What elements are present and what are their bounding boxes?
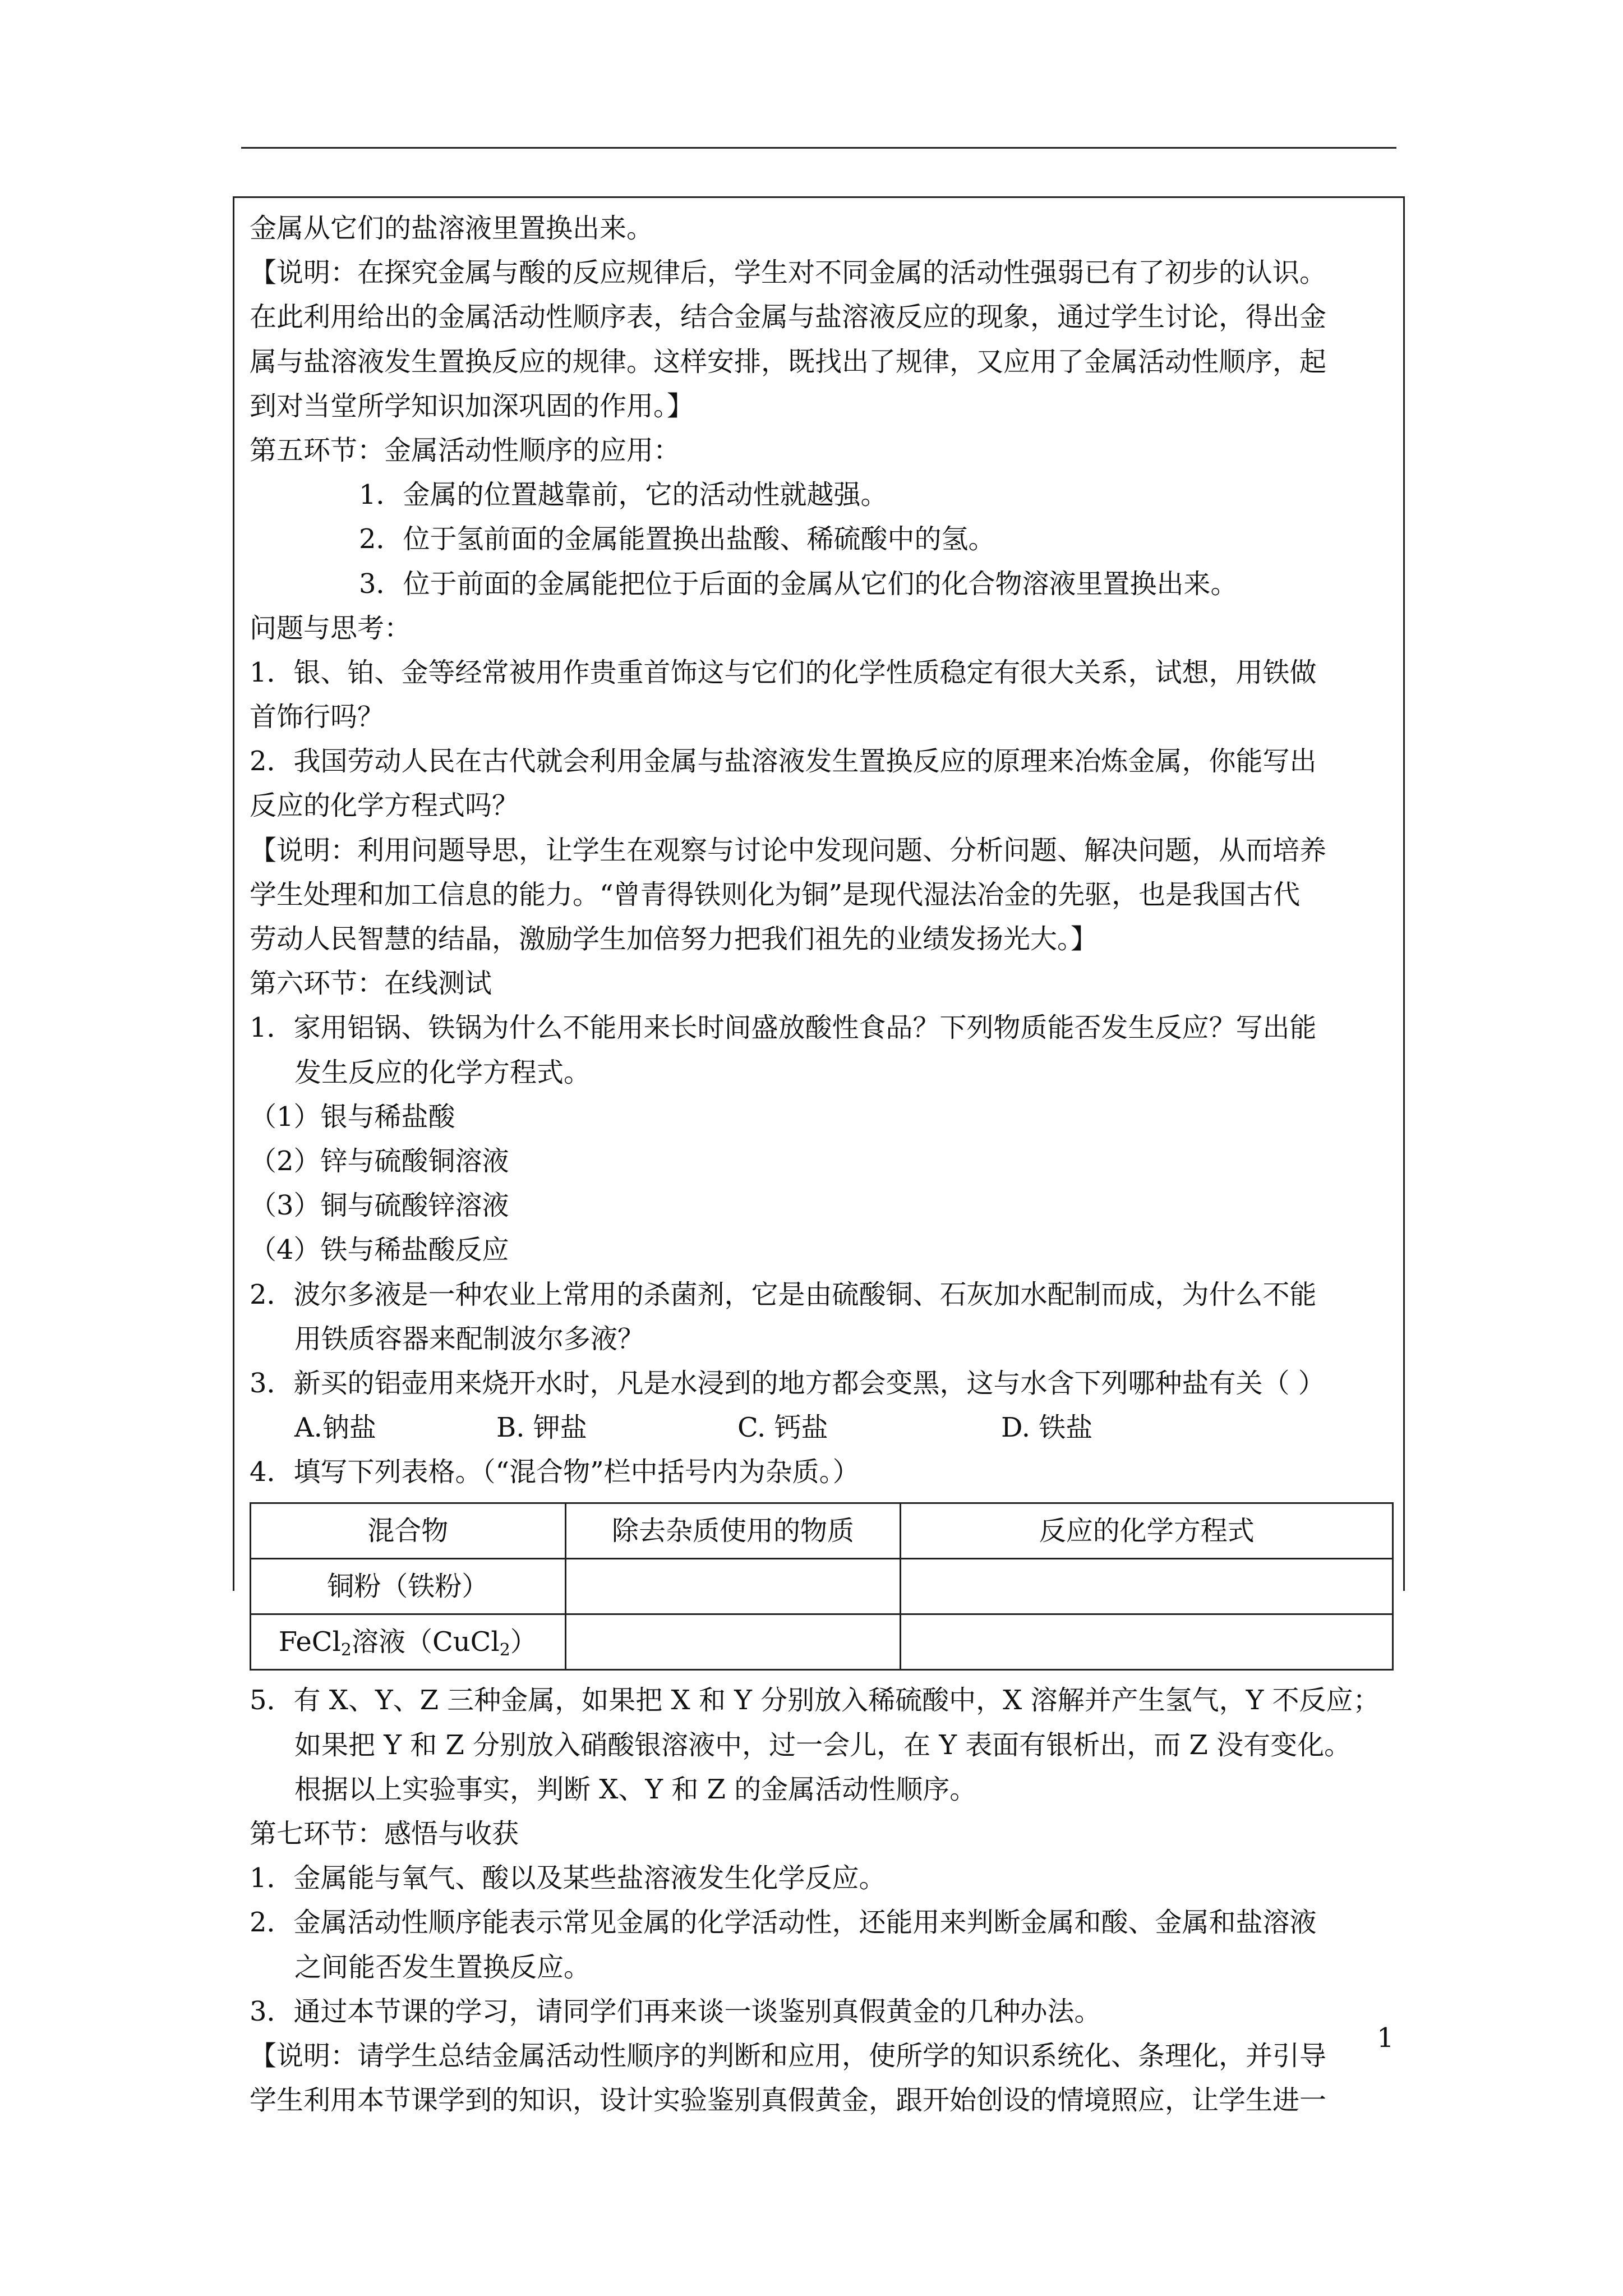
note-line: 【说明：利用问题导思，让学生在观察与讨论中发现问题、分析问题、解决问题，从而培养	[250, 834, 1327, 866]
option-d: D. 铁盐	[1001, 1412, 1093, 1444]
section-heading-5: 第五环节：金属活动性顺序的应用：	[250, 434, 681, 466]
test-question-3: 3．新买的铝壶用来烧开水时，凡是水浸到的地方都会变黑，这与水含下列哪种盐有关（ ）	[250, 1367, 1325, 1399]
table-header: 混合物	[251, 1503, 566, 1559]
application-item: 3．位于前面的金属能把位于后面的金属从它们的化合物溶液里置换出来。	[359, 568, 1238, 600]
application-item: 2．位于氢前面的金属能置换出盐酸、稀硫酸中的氢。	[359, 523, 995, 555]
question-line: 反应的化学方程式吗？	[250, 790, 519, 822]
sub-item: （4）铁与稀盐酸反应	[250, 1234, 509, 1266]
summary-item-cont: 之间能否发生置换反应。	[294, 1951, 591, 1983]
questions-heading: 问题与思考：	[250, 612, 412, 644]
option-a: A.钠盐	[294, 1412, 376, 1444]
section-heading-6: 第六环节：在线测试	[250, 968, 492, 1000]
document-body	[250, 206, 1394, 2123]
table-row	[251, 1559, 1393, 1614]
test-question-2: 2．波尔多液是一种农业上常用的杀菌剂，它是由硫酸铜、石灰加水配制而成，为什么不能	[250, 1278, 1317, 1310]
sub-item: （2）锌与硫酸铜溶液	[250, 1145, 509, 1177]
table-header: 除去杂质使用的物质	[565, 1503, 901, 1559]
mixture-cell	[251, 1614, 566, 1670]
answer-cell[interactable]	[901, 1559, 1393, 1614]
text-line: 金属从它们的盐溶液里置换出来。	[250, 213, 654, 244]
test-question-5: 5．有 X、Y、Z 三种金属，如果把 X 和 Y 分别放入稀硫酸中，X 溶解并产生氢气，Y 不反应；	[250, 1685, 1380, 1717]
formula-part: FeCl	[278, 1626, 341, 1658]
note-line: 【说明：请学生总结金属活动性顺序的判断和应用，使所学的知识系统化、条理化，并引导	[250, 2040, 1327, 2072]
formula-subscript: 2	[340, 1640, 352, 1660]
formula-part: 溶液（CuCl	[351, 1626, 500, 1658]
test-question-2-cont: 用铁质容器来配制波尔多液？	[294, 1323, 645, 1355]
application-item: 1．金属的位置越靠前，它的活动性就越强。	[359, 479, 888, 511]
test-question-1-cont: 发生反应的化学方程式。	[294, 1056, 591, 1088]
sub-item: （3）铜与硫酸锌溶液	[250, 1190, 509, 1222]
page-number: 1	[1377, 2022, 1394, 2054]
options-row	[250, 1406, 1394, 1450]
summary-item: 3．通过本节课的学习，请同学们再来谈一谈鉴别真假黄金的几种办法。	[250, 1995, 1101, 2027]
test-question-5-cont: 如果把 Y 和 Z 分别放入硝酸银溶液中，过一会儿，在 Y 表面有银析出，而 Z 没有变化。	[294, 1729, 1352, 1761]
note-line: 学生利用本节课学到的知识，设计实验鉴别真假黄金，跟开始创设的情境照应，让学生进一	[250, 2085, 1327, 2116]
test-question-5-cont: 根据以上实验事实，判断 X、Y 和 Z 的金属活动性顺序。	[294, 1773, 977, 1805]
note-line: 在此利用给出的金属活动性顺序表，结合金属与盐溶液反应的现象，通过学生讨论，得出金	[250, 301, 1327, 333]
note-line: 属与盐溶液发生置换反应的规律。这样安排，既找出了规律，又应用了金属活动性顺序，起	[250, 346, 1327, 378]
answer-cell[interactable]	[565, 1559, 901, 1614]
section-heading-7: 第七环节：感悟与收获	[250, 1818, 519, 1849]
table-row	[251, 1614, 1393, 1670]
question-line: 2．我国劳动人民在古代就会利用金属与盐溶液发生置换反应的原理来冶炼金属，你能写出	[250, 746, 1317, 777]
summary-item: 2．金属活动性顺序能表示常见金属的化学活动性，还能用来判断金属和酸、金属和盐溶液	[250, 1907, 1317, 1939]
answer-cell[interactable]	[565, 1614, 901, 1670]
test-question-1: 1．家用铝锅、铁锅为什么不能用来长时间盛放酸性食品？下列物质能否发生反应？写出能	[250, 1012, 1317, 1044]
table-header: 反应的化学方程式	[901, 1503, 1393, 1559]
formula-subscript: 2	[499, 1640, 510, 1660]
note-line: 劳动人民智慧的结晶，激励学生加倍努力把我们祖先的业绩发扬光大。】	[250, 923, 1098, 955]
formula-part: ）	[510, 1626, 537, 1658]
mixture-table	[250, 1502, 1394, 1671]
summary-item: 1．金属能与氧气、酸以及某些盐溶液发生化学反应。	[250, 1862, 886, 1894]
note-line: 【说明：在探究金属与酸的反应规律后，学生对不同金属的活动性强弱已有了初步的认识。	[250, 257, 1327, 289]
test-question-4: 4．填写下列表格。（“混合物”栏中括号内为杂质。）	[250, 1456, 860, 1488]
note-line: 到对当堂所学知识加深巩固的作用。】	[250, 390, 694, 422]
answer-cell[interactable]	[901, 1614, 1393, 1670]
option-b: B. 钾盐	[496, 1412, 587, 1444]
question-line: 首饰行吗？	[250, 701, 385, 733]
option-c: C. 钙盐	[737, 1412, 828, 1444]
sub-item: （1）银与稀盐酸	[250, 1101, 455, 1133]
question-line: 1．银、铂、金等经常被用作贵重首饰这与它们的化学性质稳定有很大关系，试想，用铁做	[250, 656, 1317, 688]
note-line: 学生处理和加工信息的能力。“曾青得铁则化为铜”是现代湿法冶金的先驱，也是我国古代	[250, 878, 1301, 910]
header-rule	[241, 147, 1396, 149]
mixture-cell: 铜粉（铁粉）	[251, 1559, 566, 1614]
table-header-row	[251, 1503, 1393, 1559]
